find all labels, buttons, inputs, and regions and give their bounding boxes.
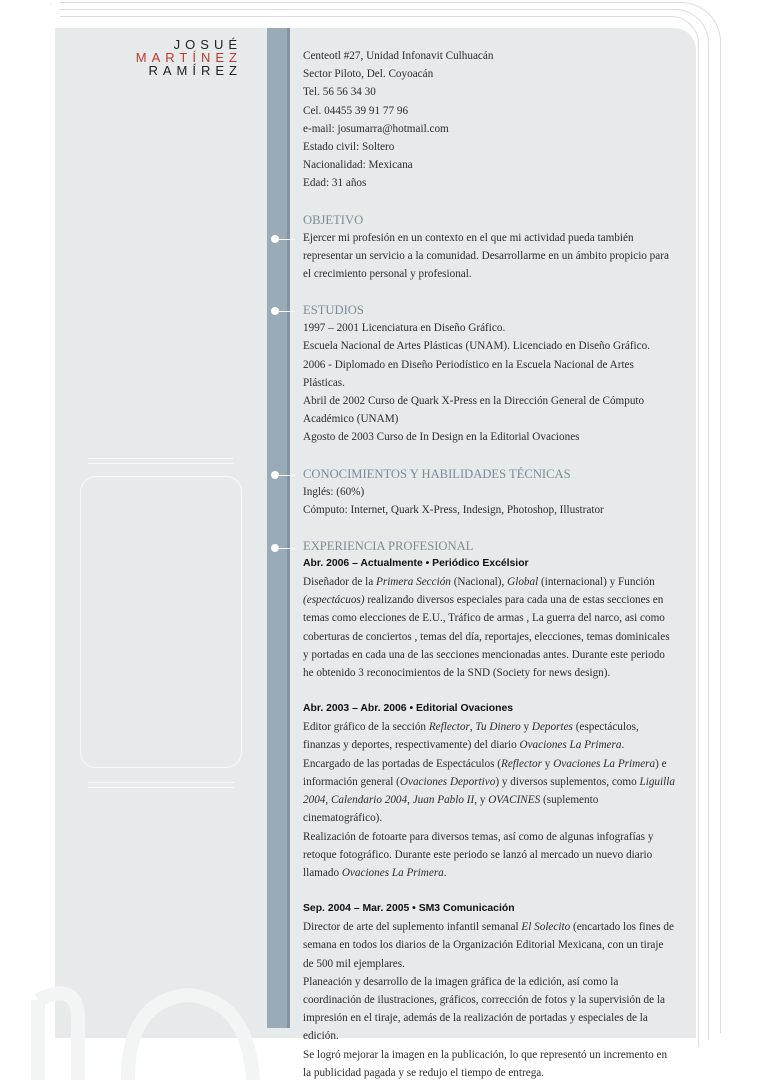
- timeline-bar-edge: [287, 28, 290, 1028]
- conocimientos-line: Inglés: (60%): [303, 485, 365, 498]
- contact-address: Centeotl #27, Unidad Infonavit Culhuacán: [303, 50, 494, 62]
- contact-cell: Cel. 04455 39 91 77 96: [303, 104, 409, 117]
- decorative-line: [88, 787, 234, 788]
- contact-age: Edad: 31 años: [303, 177, 367, 190]
- section-heading: CONOCIMIENTOS Y HABILIDADES TÉCNICAS: [303, 466, 571, 481]
- job-title: Sep. 2004 – Mar. 2005 • SM3 Comunicación: [303, 903, 515, 915]
- job-description: Se logró mejorar la imagen en la publicación, lo que representó un incremento en la publicidad pagada y se redujo el tiempo de entrega.: [303, 1048, 668, 1079]
- name-middle: MARTÍNEZ: [135, 50, 242, 65]
- job-description: Diseñador de la Primera Sección (Nacional), Global (internacional) y Función (espectácuos) realizando diversos especiales para cada una de estas secciones en temas como elecciones de E.U., Tráfico de armas , La guerra del narco, asi como coberturas de conciertos , temas del día, reportajes, elecciones, temas dominicales y portadas en cada una de las secciones mencionadas antes. Durante este periodo he obtenido 3 reconocimientos de la SND (Society for news design).: [303, 576, 670, 680]
- job-title: Abr. 2003 – Abr. 2006 • Editorial Ovaciones: [303, 703, 514, 715]
- estudios-line: Abril de 2002 Curso de Quark X-Press en la Dirección General de Cómputo Académico (UNAM): [303, 395, 645, 426]
- timeline-bar: [267, 28, 287, 1028]
- decorative-line: [88, 463, 234, 464]
- estudios-line: 2006 - Diplomado en Diseño Periodístico en la Escuela Nacional de Artes Plásticas.: [303, 358, 634, 389]
- section-objetivo: [303, 211, 675, 284]
- section-heading: OBJETIVO: [303, 212, 364, 227]
- job-description: Editor gráfico de la sección Reflector, Tu Dinero y Deportes (espectáculos, finanzas y deportes, respectivamente) del diario Ovaciones La Primera.: [303, 721, 639, 752]
- conocimientos-line: Cómputo: Internet, Quark X-Press, Indesign, Photoshop, Illustrator: [303, 503, 604, 516]
- contact-civil-status: Estado civil: Soltero: [303, 141, 395, 154]
- estudios-line: Escuela Nacional de Artes Plásticas (UNAM). Licenciado en Diseño Gráfico.: [303, 340, 651, 353]
- job-description: Planeación y desarrollo de la imagen gráfica de la edición, así como la coordinación de ilustraciones, gráficos, corrección de fotos y la supervisión de la impresión en el tiraje, además de la realización de portadas y especiales de la edición.: [303, 975, 665, 1043]
- contact-email: e-mail: josumarra@hotmail.com: [303, 122, 449, 135]
- timeline-connector: [279, 311, 295, 312]
- decorative-frame: [80, 476, 242, 768]
- job-description: Realización de fotoarte para diversos temas, así como de algunas infografías y retoque fotográfico. Durante este periodo se lanzó al mercado un nuevo diario llamado Ovaciones La Primera.: [303, 830, 654, 879]
- decorative-line: [88, 782, 234, 783]
- name-last: RAMÍREZ: [148, 63, 242, 78]
- contact-nationality: Nacionalidad: Mexicana: [303, 159, 413, 172]
- resume-content: [303, 47, 675, 1082]
- decorative-line: [88, 458, 234, 459]
- estudios-line: 1997 – 2001 Licenciatura en Diseño Gráfico.: [303, 322, 506, 335]
- estudios-line: Agosto de 2003 Curso de In Design en la Editorial Ovaciones: [303, 431, 580, 444]
- name-first: JOSUÉ: [173, 37, 242, 52]
- timeline-connector: [279, 475, 295, 476]
- timeline-dot-estudios: [271, 307, 279, 315]
- section-experiencia: [303, 537, 675, 1082]
- section-estudios: [303, 301, 675, 446]
- page-outline: [50, 3, 51, 4]
- timeline-dot-objetivo: [271, 235, 279, 243]
- section-heading: ESTUDIOS: [303, 303, 364, 318]
- contact-phone: Tel. 56 56 34 30: [303, 86, 376, 99]
- timeline-dot-conocimientos: [271, 471, 279, 479]
- job-title: Abr. 2006 – Actualmente • Periódico Excélsior: [303, 558, 529, 570]
- section-heading: EXPERIENCIA PROFESIONAL: [303, 539, 474, 554]
- section-conocimientos: [303, 465, 675, 519]
- timeline-dot-experiencia: [271, 544, 279, 552]
- job-description: Director de arte del suplemento infantil semanal El Solecito (encartado los fines de semana en todos los diarios de la Organización Editorial Mexicana, con un tiraje de 500 mil ejemplares.: [303, 921, 674, 970]
- timeline-connector: [279, 548, 295, 549]
- objetivo-text: Ejercer mi profesión en un contexto en el que mi actividad pueda también representar un servicio a la comunidad. Desarrollarme en un ámbito propicio para el crecimiento personal y profesional.: [303, 231, 669, 281]
- contact-block: [303, 47, 675, 193]
- contact-sector: Sector Piloto, Del. Coyoacán: [303, 68, 434, 81]
- job-description: Encargado de las portadas de Espectáculos (Reflector y Ovaciones La Primera) e información general (Ovaciones Deportivo) y diversos suplementos, como Liguilla 2004, Calendario 2004, Juan Pablo II, y OVACINES (suplemento cinematográfico).: [303, 757, 675, 825]
- timeline-connector: [279, 239, 295, 240]
